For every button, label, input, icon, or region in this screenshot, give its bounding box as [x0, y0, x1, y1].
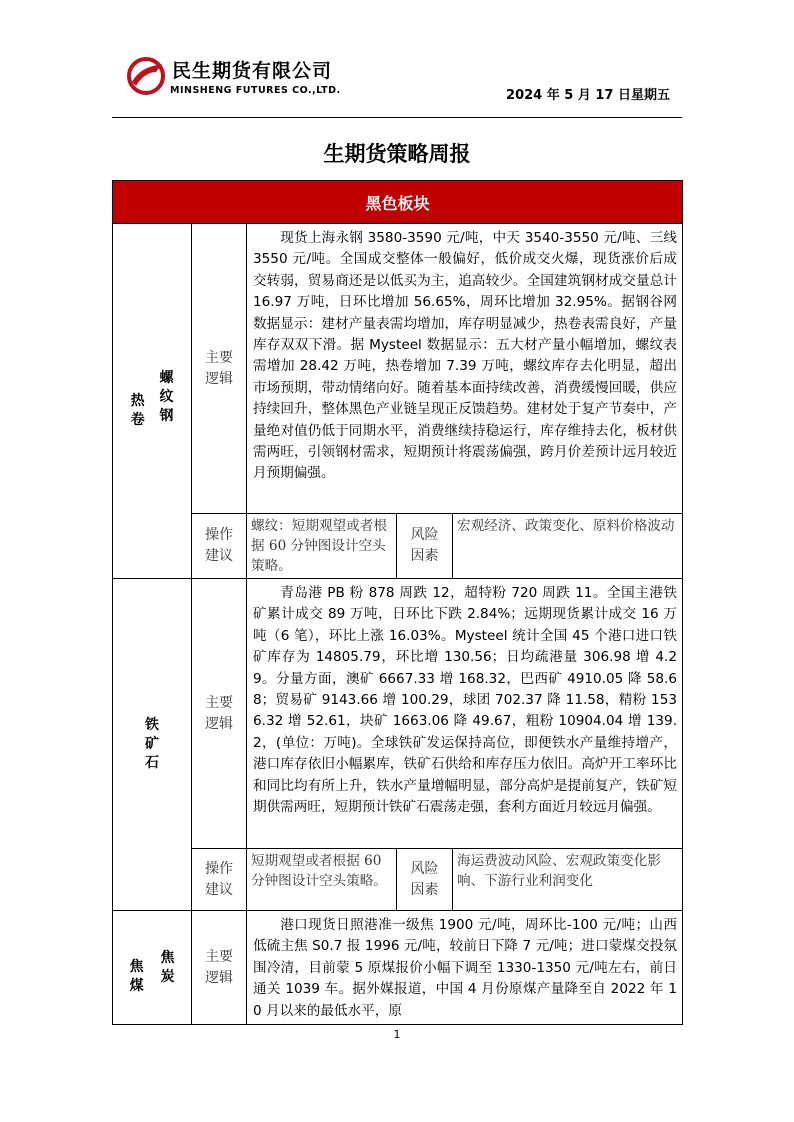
risk-text: 海运费波动风险、宏观政策变化影响、下游行业利润变化 — [453, 849, 683, 911]
label-line: 主要 — [205, 349, 233, 366]
label-line: 建议 — [205, 548, 233, 564]
product-char: 石 — [145, 755, 159, 771]
product-char: 钢 — [159, 407, 174, 424]
risk-label — [397, 849, 453, 911]
risk-label — [397, 514, 453, 579]
page-header — [112, 54, 682, 118]
operation-label — [192, 514, 247, 579]
label-line: 逻辑 — [205, 715, 233, 732]
logic-label — [192, 224, 247, 514]
risk-text: 宏观经济、政策变化、原料价格波动 — [453, 514, 683, 579]
section-header-row — [113, 181, 683, 224]
table-row — [113, 849, 683, 911]
product-char: 焦 — [160, 949, 175, 966]
company-name-cn: 民生期货有限公司 — [172, 60, 333, 82]
company-name-en: MINSHENG FUTURES CO.,LTD. — [170, 85, 341, 96]
page-number: 1 — [393, 1028, 401, 1041]
product-label-rebar-coil — [113, 224, 192, 579]
label-line: 风险 — [410, 527, 439, 543]
operation-label — [192, 849, 247, 911]
header-divider — [112, 117, 682, 118]
strategy-table — [112, 180, 683, 1025]
logic-text: 现货上海永钢 3580-3590 元/吨，中天 3540-3550 元/吨、三线 3550 元/吨。全国成交整体一般偏好，低价成交火爆，现货涨价后成交转弱，贸易商还是以低买为主，追高较少。全国建筑钢材成交量总计 16.97 万吨，日环比增加 56.65%，周环比增加 32.95%。据钢谷网数据显示：建材产量表需均增加，库存明显减少，热卷表需良好，产量库存双双下滑。据 Mysteel 数据显示：五大材产量小幅增加，螺纹表需增加 28.42 万吨，热卷增加 7.39 万吨，螺纹库存去化明显，超出市场预期，带动情绪向好。随着基本面持续改善，消费缓慢回暖，供应持续回升，整体黑色产业链呈现正反馈趋势。建材处于复产节奏中，产量绝对值仍低于同期水平，消费继续持稳运行，库存维持去化，板材供需两旺，引领钢材需求，短期预计将震荡偏强，跨月价差预计远月较近月预期偏强。 — [247, 224, 683, 514]
operation-text: 螺纹：短期观望或者根据 60 分钟图设计空头策略。 — [247, 514, 397, 579]
product-label-coal-coke — [113, 911, 192, 1025]
report-title: 生期货策略周报 — [323, 142, 471, 166]
label-line: 因素 — [410, 548, 439, 564]
table-row — [113, 911, 683, 1025]
logic-label — [192, 579, 247, 849]
logic-label — [192, 911, 247, 1025]
product-char: 纹 — [159, 388, 174, 405]
report-date: 2024 年 5 月 17 日星期五 — [506, 88, 670, 103]
table-row — [113, 579, 683, 849]
logic-text: 港口现货日照港准一级焦 1900 元/吨，周环比-100 元/吨；山西低硫主焦 S0.7 报 1996 元/吨，较前日下降 7 元/吨；进口蒙煤交投氛围冷清，目前蒙 5 原煤报价小幅下调至 1330-1350 元/吨左右，前日通关 1039 车。据外媒报道，中国 4 月份原煤产量降至自 2022 年 10 月以来的最低水平，原 — [247, 911, 683, 1025]
product-char: 铁 — [145, 717, 159, 733]
product-char: 矿 — [145, 736, 159, 752]
label-line: 风险 — [410, 860, 439, 877]
product-char: 焦 — [129, 958, 144, 975]
logic-text: 青岛港 PB 粉 878 周跌 12，超特粉 720 周跌 11。全国主港铁矿累计成交 89 万吨，日环比下跌 2.84%；远期现货累计成交 16 万吨（6 笔），环比上涨 16.03%。Mysteel 统计全国 45 个港口进口铁矿库存为 14805.79，环比增 130.56；日均疏港量 306.98 增 4.29。分量方面，澳矿 6667.33 增 168.32，巴西矿 4910.05 降 58.68；贸易矿 9143.66 增 100.29，球团 702.37 降 11.58，精粉 1536.32 增 52.61，块矿 1663.06 降 49.67，粗粉 10904.04 增 139.2，(单位：万吨)。全球铁矿发运保持高位，即便铁水产量维持增产，港口库存依旧小幅累库，铁矿石供给和库存压力依旧。高炉开工率环比和同比均有所上升，铁水产量增幅明显，部分高炉是提前复产，铁矿短期供需两旺，短期预计铁矿石震荡走强，套利方面近月较远月偏强。 — [247, 579, 683, 849]
product-char: 煤 — [129, 977, 144, 994]
product-char: 卷 — [130, 412, 145, 428]
section-title: 黑色板块 — [113, 181, 683, 224]
label-line: 操作 — [205, 860, 233, 877]
product-char: 热 — [130, 393, 145, 409]
label-line: 操作 — [205, 527, 233, 543]
label-line: 因素 — [410, 881, 439, 898]
label-line: 主要 — [205, 694, 233, 711]
product-char: 螺 — [159, 369, 174, 386]
label-line: 主要 — [205, 948, 233, 965]
label-line: 建议 — [205, 881, 233, 898]
minsheng-logo-icon — [126, 56, 166, 96]
table-row — [113, 514, 683, 579]
product-char: 炭 — [160, 968, 175, 985]
product-label-iron-ore — [113, 579, 192, 911]
label-line: 逻辑 — [205, 370, 233, 387]
table-row — [113, 224, 683, 514]
label-line: 逻辑 — [205, 969, 233, 986]
operation-text: 短期观望或者根据 60 分钟图设计空头策略。 — [247, 849, 397, 911]
